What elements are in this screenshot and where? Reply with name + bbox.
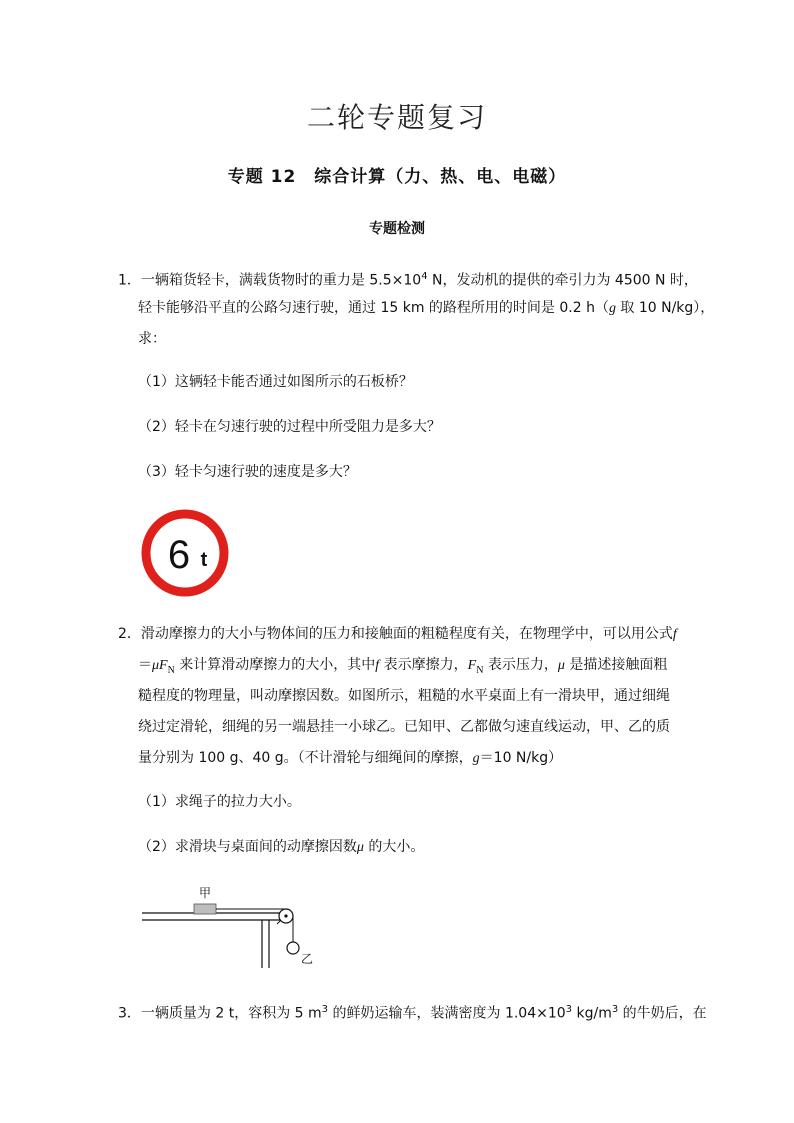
sign-number: 6	[167, 533, 191, 577]
ball-yi	[287, 942, 299, 954]
q1-subquestion-1: （1）这辆轻卡能否通过如图所示的石板桥？	[138, 374, 413, 390]
sign-unit: t	[200, 549, 208, 571]
weight-limit-sign	[140, 508, 230, 598]
page-title: 二轮专题复习	[306, 101, 487, 134]
ball-yi-label: 乙	[300, 952, 314, 966]
q3-line-1: 3．一辆质量为 2 t，容积为 5 $m^3$ 的鲜奶运输车，装满密度为 $1.04\times 10^3$ $kg/m^3$ 的牛奶后，在	[118, 1004, 707, 1022]
pulley-diagram	[140, 880, 330, 980]
pulley-axle	[284, 914, 287, 917]
q1-line-3: 求：	[138, 331, 166, 347]
block-jia	[194, 904, 216, 914]
q2-line-2: $=\mu F_N$ 来计算滑动摩擦力的大小，其中f 表示摩擦力，$F_N$ 表示压力，μ 是描述接触面粗	[138, 657, 668, 676]
q2-line-3: 糙程度的物理量，叫动摩擦因数。如图所示，粗糙的水平桌面上有一滑块甲，通过细绳	[138, 688, 670, 704]
q1-subquestion-2: （2）轻卡在匀速行驶的过程中所受阻力是多大？	[138, 419, 441, 435]
q2-number: 2．	[118, 626, 141, 642]
q2-line-4: 绕过定滑轮，细绳的另一端悬挂一小球乙。已知甲、乙都做匀速直线运动，甲、乙的质	[138, 719, 670, 735]
topic-subtitle: 专题 12 综合计算（力、热、电、电磁）	[227, 167, 567, 187]
section-heading: 专题检测	[369, 221, 425, 237]
q1-subquestion-3: （3）轻卡匀速行驶的速度是多大？	[138, 464, 357, 480]
q2-subquestion-2: （2）求滑块与桌面间的动摩擦因数μ 的大小。	[138, 839, 425, 855]
q2-line-1: 2．滑动摩擦力的大小与物体间的压力和接触面的粗糙程度有关，在物理学中，可以用公式f	[118, 626, 677, 642]
q2-line-5: 量分别为 100 g、40 g。（不计滑轮与细绳间的摩擦，g＝10 N/kg）	[138, 750, 563, 766]
q1-number: 1．	[118, 272, 141, 289]
block-jia-label: 甲	[198, 886, 212, 900]
q3-number: 3．	[118, 1005, 141, 1022]
q1-line-1: 1．一辆箱货轻卡，满载货物时的重力是 $5.5\times 10^4$ N，发动机的提供的牵引力为 4500 N 时，	[118, 271, 698, 289]
q1-line-2: 轻卡能够沿平直的公路匀速行驶，通过 15 km 的路程所用的时间是 0.2 h（g 取 10 N/kg），	[138, 300, 715, 316]
q2-subquestion-1: （1）求绳子的拉力大小。	[138, 794, 301, 810]
